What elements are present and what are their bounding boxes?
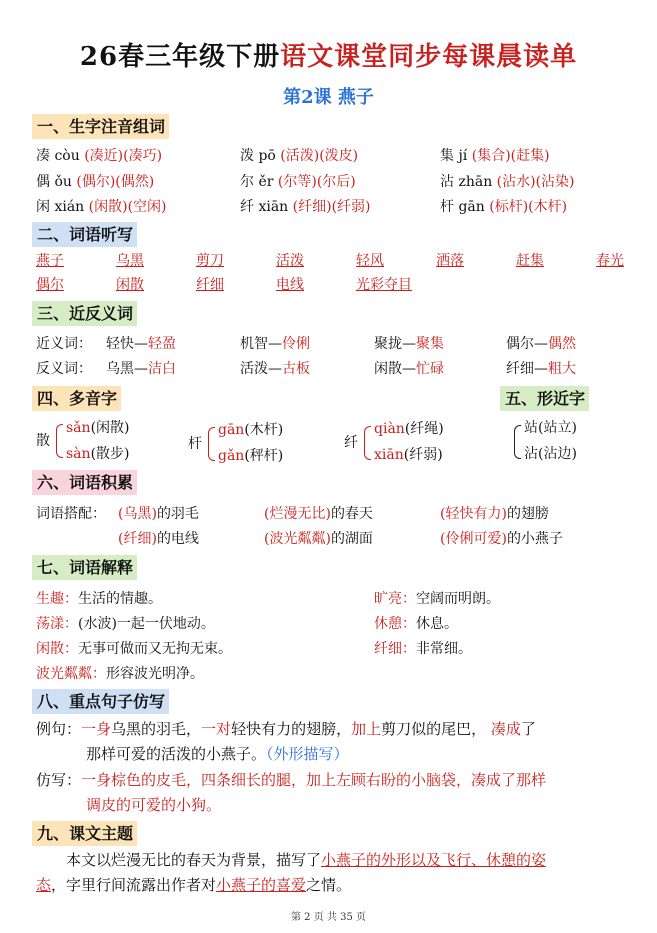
polyphone-reading: sàn(散步) xyxy=(66,446,130,462)
section-1-heading: 一、生字注音组词 xyxy=(32,114,169,139)
imitation-line2: 调皮的可爱的小狗。 xyxy=(86,796,222,814)
example-sentence-line2: 那样可爱的活泼的小燕子。（外形描写） xyxy=(86,745,349,763)
brace-icon xyxy=(56,424,63,458)
polyphone-char: 杆 xyxy=(188,436,202,452)
collocation-item: (轻快有力)的翅膀 xyxy=(440,506,549,522)
collocation-item: (乌黑)的羽毛 xyxy=(118,506,199,522)
explanation-item: 旷亮：空阔而明朗。 xyxy=(374,591,500,607)
antonym-pair: 活泼—古板 xyxy=(240,361,310,377)
dictation-word: 洒落 xyxy=(436,253,464,269)
polyphone-reading: qiàn(纤绳) xyxy=(374,421,444,437)
explanation-item: 生趣：生活的情趣。 xyxy=(36,591,162,607)
section-4-heading: 四、多音字 xyxy=(32,386,121,411)
dictation-word: 偶尔 xyxy=(36,277,64,293)
char-1: 凑 còu (凑近)(凑巧) xyxy=(36,148,163,164)
explanation-item: 闲散：无事可做而又无拘无束。 xyxy=(36,641,232,657)
brace-icon xyxy=(514,425,521,459)
synonym-pair: 轻快—轻盈 xyxy=(106,336,176,352)
dictation-word: 春光 xyxy=(596,253,624,269)
explanation-item: 纤细：非常细。 xyxy=(374,641,472,657)
similar-char: 站(站立) xyxy=(524,420,577,436)
collocation-item: (波光粼粼)的湖面 xyxy=(264,531,373,547)
dictation-word: 赶集 xyxy=(516,253,544,269)
dictation-word: 轻风 xyxy=(356,253,384,269)
section-5-heading: 五、形近字 xyxy=(500,386,589,411)
dictation-word: 活泼 xyxy=(276,253,304,269)
dictation-word: 光彩夺目 xyxy=(356,277,412,293)
dictation-word: 闲散 xyxy=(116,277,144,293)
char-6: 沾 zhān (沾水)(沾染) xyxy=(440,174,575,190)
dictation-word: 乌黑 xyxy=(116,253,144,269)
brace-icon xyxy=(208,427,215,461)
char-7: 闲 xián (闲散)(空闲) xyxy=(36,199,167,215)
section-6-heading: 六、词语积累 xyxy=(32,470,137,495)
polyphone-reading: gǎn(秤杆) xyxy=(218,448,284,464)
section-2-heading: 二、词语听写 xyxy=(32,222,137,247)
dictation-word: 纤细 xyxy=(196,277,224,293)
collocation-item: (烂漫无比)的春天 xyxy=(264,506,373,522)
char-3: 集 jí (集合)(赶集) xyxy=(440,148,550,164)
synonym-label: 近义词： xyxy=(36,336,92,352)
char-5: 尔 ěr (尔等)(尔后) xyxy=(240,174,356,190)
antonym-pair: 乌黑—洁白 xyxy=(106,361,176,377)
theme-line1: 本文以烂漫无比的春天为背景，描写了小燕子的外形以及飞行、休憩的姿 xyxy=(66,851,547,869)
char-4: 偶 ǒu (偶尔)(偶然) xyxy=(36,174,155,190)
theme-line2: 态，字里行间流露出作者对小燕子的喜爱之情。 xyxy=(36,876,352,894)
dictation-word: 剪刀 xyxy=(196,253,224,269)
collocation-item: (伶俐可爱)的小燕子 xyxy=(440,531,563,547)
char-8: 纤 xiān (纤细)(纤弱) xyxy=(240,199,371,215)
section-8-heading: 八、重点句子仿写 xyxy=(32,689,169,714)
example-sentence-line1: 例句：一身乌黑的羽毛，一对轻快有力的翅膀，加上剪刀似的尾巴， 凑成了 xyxy=(36,720,536,738)
antonym-label: 反义词： xyxy=(36,361,92,377)
char-9: 杆 gān (标杆)(木杆) xyxy=(440,199,568,215)
collocation-item: (纤细)的电线 xyxy=(118,531,199,547)
section-7-heading: 七、词语解释 xyxy=(32,555,137,580)
explanation-item: 波光粼粼：形容波光明净。 xyxy=(36,666,204,682)
antonym-pair: 闲散—忙碌 xyxy=(374,361,444,377)
imitation-line1: 仿写：一身棕色的皮毛，四条细长的腿，加上左顾右盼的小脑袋，凑成了那样 xyxy=(36,771,547,789)
antonym-pair: 纤细—粗大 xyxy=(506,361,576,377)
synonym-pair: 机智—伶俐 xyxy=(240,336,310,352)
explanation-item: 休憩：休息。 xyxy=(374,616,458,632)
title-series: 语文课堂同步每课晨读单 xyxy=(280,42,578,72)
lesson-subtitle: 第2课 燕子 xyxy=(283,87,374,108)
polyphone-char: 散 xyxy=(36,433,50,449)
similar-char: 沾(沾边) xyxy=(524,446,577,462)
brace-icon xyxy=(364,426,371,460)
char-2: 泼 pō (活泼)(泼皮) xyxy=(240,148,359,164)
polyphone-reading: sǎn(闲散) xyxy=(66,420,130,436)
polyphone-char: 纤 xyxy=(344,435,358,451)
synonym-pair: 聚拢—聚集 xyxy=(374,336,444,352)
synonym-pair: 偶尔—偶然 xyxy=(506,336,576,352)
dictation-word: 燕子 xyxy=(36,253,64,269)
polyphone-reading: gān(木杆) xyxy=(218,422,284,438)
dictation-word: 电线 xyxy=(276,277,304,293)
polyphone-reading: xiān(纤弱) xyxy=(374,447,443,463)
page-number: 第 2 页 共 35 页 xyxy=(291,912,366,923)
section-9-heading: 九、课文主题 xyxy=(32,821,137,846)
collocation-label: 词语搭配： xyxy=(36,506,106,522)
section-3-heading: 三、近反义词 xyxy=(32,301,137,326)
title-grade: 26春三年级下册 xyxy=(79,42,281,72)
explanation-item: 荡漾：(水波)一起一伏地动。 xyxy=(36,616,215,632)
page-title xyxy=(0,36,657,73)
